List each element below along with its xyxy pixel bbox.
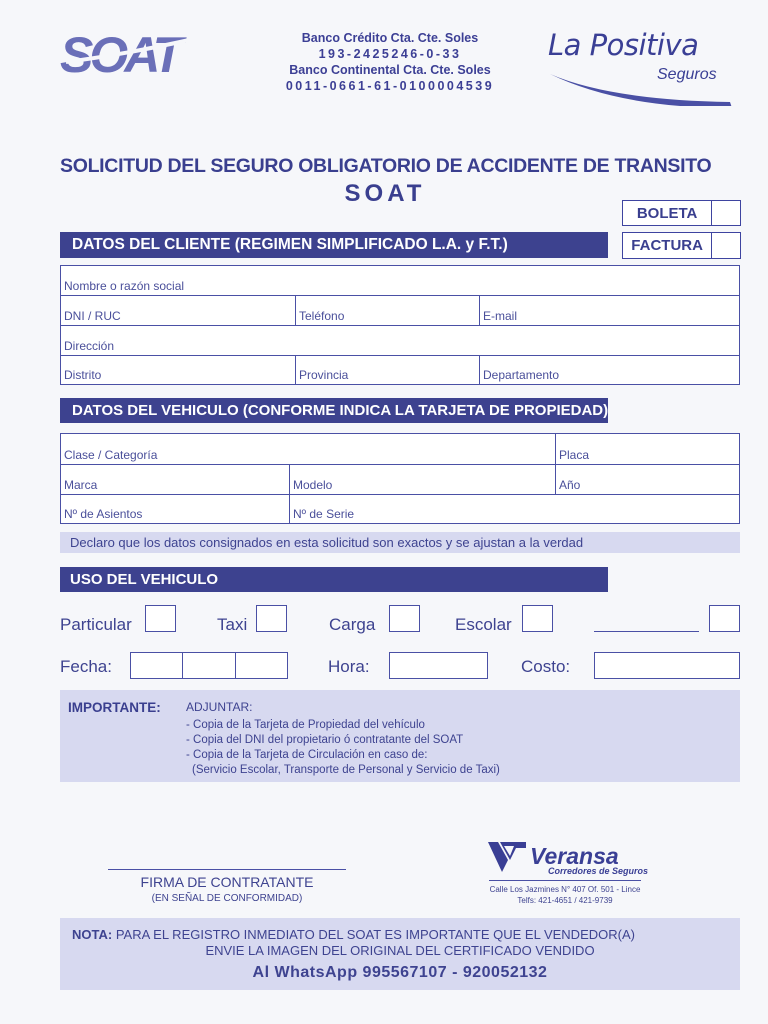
email-label: E-mail [483,309,518,323]
signature-sublabel: (EN SEÑAL DE CONFORMIDAD) [151,893,303,904]
plate-field[interactable] [556,434,739,464]
name-field[interactable] [61,266,739,295]
time-label: Hora: [328,657,370,676]
attach-item: - Copia del DNI del propietario ó contratante del SOAT [186,734,464,746]
important-notice [60,690,740,782]
attach-item: (Servicio Escolar, Transporte de Personal y Servicio de Taxi) [192,764,500,776]
soat-logo [58,24,210,80]
note-whatsapp: Al WhatsApp 995567107 - 920052132 [252,964,548,981]
form-subtitle: SOAT [344,180,426,207]
note-text1: PARA EL REGISTRO INMEDIATO DEL SOAT ES IMPORTANTE QUE EL VENDEDOR(A) [112,927,635,942]
factura-checkbox[interactable] [712,233,740,258]
taxi-checkbox[interactable] [256,605,287,632]
serial-field[interactable] [290,495,739,523]
vehicle-row-brand [61,465,739,495]
name-label: Nombre o razón social [64,279,185,293]
vehicle-data-table [60,433,740,524]
cargo-checkbox[interactable] [389,605,420,632]
address-field[interactable] [61,326,739,355]
province-field[interactable] [296,356,480,384]
note-line2: ENVIE LA IMAGEN DEL ORIGINAL DEL CERTIFICADO VENDIDO [205,943,595,958]
other-usage-checkbox[interactable] [709,605,740,632]
year-field[interactable] [556,465,739,494]
attach-label: ADJUNTAR: [186,700,253,714]
vehicle-row-class [61,434,739,465]
note-line1 [72,927,635,942]
address-label: Dirección [64,339,115,353]
signature-line[interactable] [108,869,346,870]
class-label: Clase / Categoría [64,448,158,462]
email-field[interactable] [480,296,739,325]
taxi-label: Taxi [217,615,248,634]
dni-field[interactable] [61,296,296,325]
form-title: SOLICITUD DEL SEGURO OBLIGATORIO DE ACCIDENTE DE TRANSITO [60,155,712,177]
boleta-label: BOLETA [623,201,712,225]
client-row-address [61,326,739,356]
province-label: Provincia [299,368,349,382]
broker-sub: Corredores de Seguros [548,866,649,876]
bank1-name: Banco Crédito Cta. Cte. Soles [301,31,479,45]
broker-phones: Telfs: 421-4651 / 421-9739 [517,896,613,905]
school-checkbox[interactable] [522,605,553,632]
model-field[interactable] [290,465,556,494]
bank-accounts [240,30,540,94]
department-label: Departamento [483,368,560,382]
cost-field[interactable] [594,652,740,679]
date-label: Fecha: [60,657,112,676]
class-field[interactable] [61,434,556,464]
district-label: Distrito [64,368,102,382]
brand-field[interactable] [61,465,290,494]
swoosh-icon [540,66,755,106]
veransa-logo-icon [486,840,528,876]
model-label: Modelo [293,478,333,492]
note-label: NOTA: [72,927,113,942]
cost-label: Costo: [521,657,571,676]
la-positiva-logo [540,26,755,108]
client-row-contact [61,296,739,326]
bank2-account: 0011-0661-61-0100004539 [285,79,495,93]
bank1-account: 193-2425246-0-33 [318,47,462,61]
factura-label: FACTURA [623,233,712,258]
boleta-checkbox[interactable] [712,201,740,225]
year-label: Año [559,478,581,492]
broker-divider [489,880,641,881]
other-usage-line[interactable] [594,631,699,632]
factura-option[interactable] [622,232,741,259]
serial-label: Nº de Serie [293,507,355,521]
important-label: IMPORTANTE: [68,700,161,715]
vehicle-section-header: DATOS DEL VEHICULO (CONFORME INDICA LA TARJETA DE PROPIEDAD) [60,398,608,423]
broker-address: Calle Los Jazmines N° 407 Of. 501 - Lince [489,885,641,894]
client-section-header: DATOS DEL CLIENTE (REGIMEN SIMPLIFICADO L.A. y F.T.) [60,232,608,258]
phone-label: Teléfono [299,309,345,323]
client-row-location [61,356,739,384]
client-data-table [60,265,740,385]
seats-field[interactable] [61,495,290,523]
seats-label: Nº de Asientos [64,507,143,521]
insurer-sub: Seguros [657,66,717,83]
school-label: Escolar [455,615,512,634]
cargo-label: Carga [329,615,376,634]
signature-label: FIRMA DE CONTRATANTE [140,874,314,890]
district-field[interactable] [61,356,296,384]
usage-section-header: USO DEL VEHICULO [60,567,608,592]
broker-contact [487,884,643,906]
client-row-name [61,266,739,296]
phone-field[interactable] [296,296,480,325]
attach-item: - Copia de la Tarjeta de Circulación en caso de: [186,749,428,761]
attach-list [186,718,500,778]
svg-text:SOAT: SOAT [60,27,180,80]
dni-label: DNI / RUC [64,309,121,323]
vehicle-row-seats [61,495,739,523]
broker-name: Veransa [530,843,619,869]
particular-checkbox[interactable] [145,605,176,632]
time-field[interactable] [389,652,488,679]
bank2-name: Banco Continental Cta. Cte. Soles [289,63,491,77]
insurer-name: La Positiva [548,28,699,62]
date-field[interactable] [130,652,288,679]
plate-label: Placa [559,448,590,462]
particular-label: Particular [60,615,132,634]
note-box [60,918,740,990]
declaration-text: Declaro que los datos consignados en esta solicitud son exactos y se ajustan a la verdad [60,532,740,553]
brand-label: Marca [64,478,98,492]
department-field[interactable] [480,356,739,384]
attach-item: - Copia de la Tarjeta de Propiedad del vehículo [186,719,425,731]
boleta-option[interactable] [622,200,741,226]
